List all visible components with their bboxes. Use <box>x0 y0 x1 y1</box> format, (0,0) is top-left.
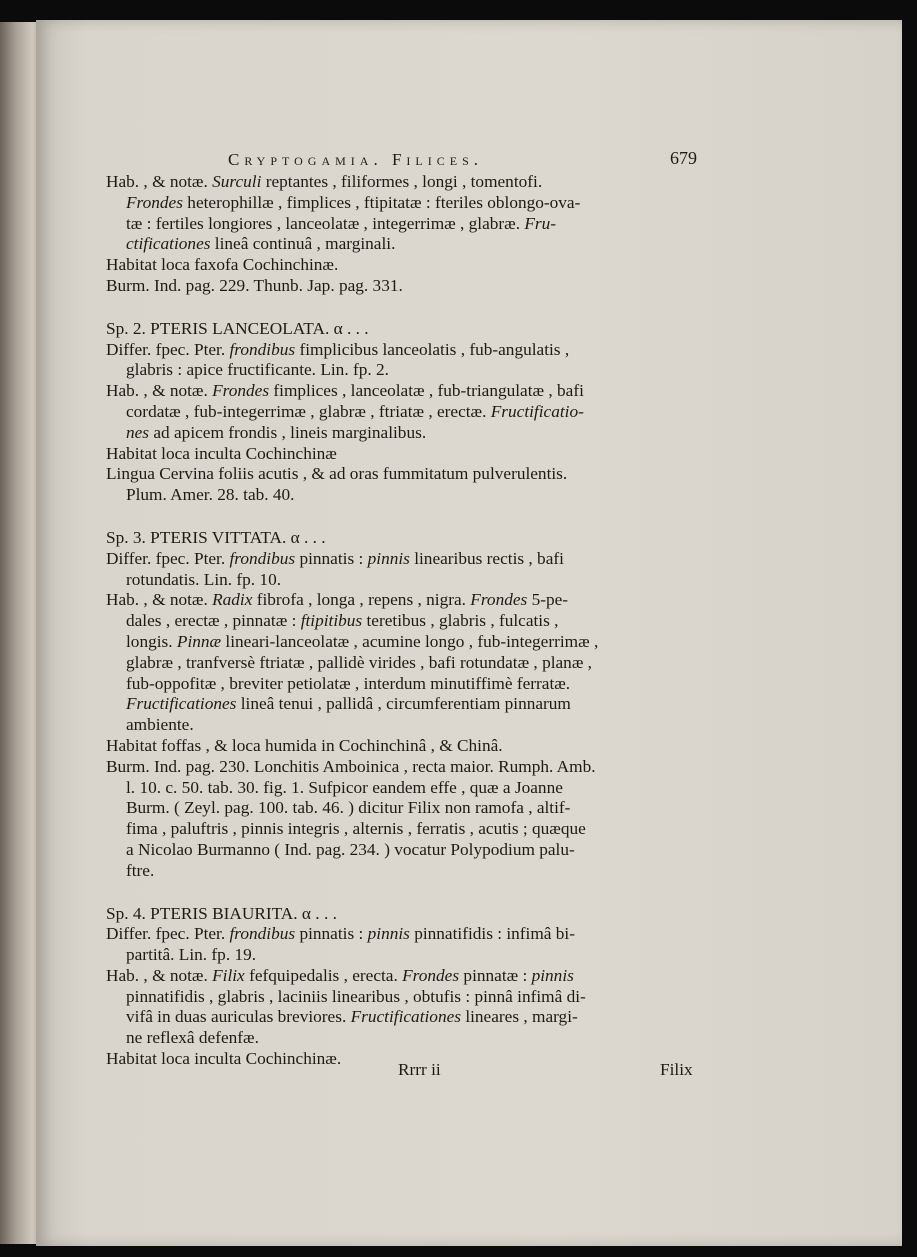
text-line <box>106 340 752 361</box>
term: frondibus <box>229 548 296 568</box>
text-line <box>106 1007 752 1028</box>
text: Differ. fpec. Pter. <box>106 339 226 359</box>
text: 5-pe- <box>531 590 569 610</box>
habitat-line: Habitat loca faxofa Cochinchinæ. <box>106 255 339 275</box>
text: Differ. fpec. Pter. <box>106 548 226 568</box>
reference-line: Burm. Ind. pag. 230. Lonchitis Amboinica , recta maior. Rumph. Amb. <box>106 756 596 776</box>
text-line <box>106 172 752 193</box>
book-page <box>36 20 902 1246</box>
text-line <box>106 966 752 987</box>
text: pinnatis : <box>299 548 364 568</box>
text: fibrofa , longa , repens , nigra. <box>256 590 466 610</box>
term: Frondes <box>402 965 460 985</box>
text: teretibus , glabris , fulcatis , <box>366 611 559 631</box>
text: linearibus rectis , bafi <box>414 548 564 568</box>
text-line <box>106 214 752 235</box>
text-line: glabris : apice fructificante. Lin. fp. 2. <box>126 360 389 380</box>
term: Fructificatio- <box>490 401 584 421</box>
habitat-line: Habitat foffas , & loca humida in Cochinchinâ , & Chinâ. <box>106 735 503 755</box>
term: Frondes <box>470 590 528 610</box>
spacer <box>106 297 752 319</box>
term: ctificationes <box>126 234 211 254</box>
text: heterophillæ , fimplices , ftipitatæ : fteriles oblongo-ova- <box>187 192 581 212</box>
text-line: ambiente. <box>126 715 194 735</box>
term: Frondes <box>126 192 183 212</box>
signature-mark: Rrrr ii <box>398 1060 441 1079</box>
reference-line: Plum. Amer. 28. tab. 40. <box>126 485 295 505</box>
text: dales , erectæ , pinnatæ : <box>126 611 297 631</box>
book-binding-edge <box>0 22 40 1244</box>
term: nes <box>126 422 150 442</box>
reference-line: a Nicolao Burmanno ( Ind. pag. 234. ) vocatur Polypodium palu- <box>126 839 575 859</box>
term: frondibus <box>229 339 296 359</box>
text: Hab. , & notæ. <box>106 590 208 610</box>
text: fefquipedalis , erecta. <box>249 965 398 985</box>
term: Radix <box>212 590 253 610</box>
species-title: Sp. 2. PTERIS LANCEOLATA. α . . . <box>106 318 369 338</box>
text-line <box>106 423 752 444</box>
text-line: fub-oppofitæ , breviter petiolatæ , interdum minutiffimè ferratæ. <box>126 673 571 693</box>
text: pinnatis : <box>299 924 364 944</box>
text-line <box>106 193 752 214</box>
text-line: partitâ. Lin. fp. 19. <box>126 945 257 965</box>
text-line <box>106 590 752 611</box>
species-entry-3 <box>106 528 752 882</box>
reference-line: l. 10. c. 50. tab. 30. fig. 1. Sufpicor eandem effe , quæ a Joanne <box>126 777 563 797</box>
label: Hab. , & notæ. <box>106 172 208 191</box>
term: ftipitibus <box>300 611 363 631</box>
term: frondibus <box>229 924 296 944</box>
term: Fru- <box>524 213 557 233</box>
reference-line: ftre. <box>126 860 155 880</box>
page-body <box>106 172 752 1070</box>
term: pinnis <box>367 924 410 944</box>
term: Fructificationes <box>126 694 237 714</box>
text-line <box>106 632 752 653</box>
text-line <box>106 549 752 570</box>
text-line: Lingua Cervina foliis acutis , & ad oras fummitatum pulverulentis. <box>106 464 568 484</box>
term: Frondes <box>212 381 270 401</box>
text-line: pinnatifidis , glabris , laciniis linearibus , obtufis : pinnâ infimâ di- <box>126 986 586 1006</box>
text-line <box>106 402 752 423</box>
text: fimplices , lanceolatæ , fub-triangulatæ , bafi <box>273 381 584 401</box>
text: lineari-lanceolatæ , acumine longo , fub-integerrimæ , <box>225 631 599 651</box>
species-entry-2 <box>106 319 752 506</box>
species-title: Sp. 4. PTERIS BIAURITA. α . . . <box>106 903 337 923</box>
text: ad apicem frondis , lineis marginalibus. <box>153 422 427 442</box>
text-line <box>106 234 752 255</box>
page-header <box>36 148 902 172</box>
reference-line: fima , paluftris , pinnis integris , alternis , ferratis , acutis ; quæque <box>126 819 586 839</box>
species-title: Sp. 3. PTERIS VITTATA. α . . . <box>106 527 326 547</box>
term: Surculi <box>212 172 262 191</box>
text: pinnatæ : <box>463 965 528 985</box>
reference-line: Burm. ( Zeyl. pag. 100. tab. 46. ) dicitur Filix non ramofa , altif- <box>126 798 571 818</box>
text: tæ : fertiles longiores , lanceolatæ , integerrimæ , glabræ. <box>126 213 521 233</box>
text: Hab. , & notæ. <box>106 381 208 401</box>
term: pinnis <box>531 965 574 985</box>
text-line <box>106 694 752 715</box>
text-line <box>106 924 752 945</box>
text: lineâ continuâ , marginali. <box>214 234 396 254</box>
text: reptantes , filiformes , longi , tomentofi. <box>265 172 543 191</box>
text: vifâ in duas auriculas breviores. <box>126 1007 347 1027</box>
text: longis. <box>126 631 173 651</box>
text-line <box>106 381 752 402</box>
reference-line: Burm. Ind. pag. 229. Thunb. Jap. pag. 331. <box>106 275 403 295</box>
term: pinnis <box>367 548 410 568</box>
catchword: Filix <box>660 1060 693 1079</box>
habitat-line: Habitat loca inculta Cochinchinæ <box>106 443 337 463</box>
text: cordatæ , fub-integerrimæ , glabræ , ftriatæ , erectæ. <box>126 401 487 421</box>
text: lineâ tenui , pallidâ , circumferentiam pinnarum <box>240 694 571 714</box>
text-line: ne reflexâ defenfæ. <box>126 1028 259 1048</box>
text-line: glabræ , tranfversè ftriatæ , pallidè virides , bafi rotundatæ , planæ , <box>126 652 592 672</box>
term: Pinnæ <box>176 631 222 651</box>
spacer <box>106 882 752 904</box>
term: Filix <box>212 965 245 985</box>
text: pinnatifidis : infimâ bi- <box>414 924 575 944</box>
running-title: Cryptogamia. Filices. <box>228 150 483 169</box>
text: fimplicibus lanceolatis , fub-angulatis , <box>299 339 570 359</box>
page-footer <box>36 1060 902 1082</box>
text-line: rotundatis. Lin. fp. 10. <box>126 569 282 589</box>
intro-entry <box>106 172 752 297</box>
page-number: 679 <box>670 148 697 168</box>
text-line <box>106 611 752 632</box>
habitat-line: Habitat loca inculta Cochinchinæ. <box>106 1049 342 1069</box>
spacer <box>106 506 752 528</box>
text: lineares , margi- <box>465 1007 578 1027</box>
text: Differ. fpec. Pter. <box>106 924 226 944</box>
species-entry-4 <box>106 904 752 1070</box>
text: Hab. , & notæ. <box>106 965 208 985</box>
term: Fructificationes <box>350 1007 461 1027</box>
